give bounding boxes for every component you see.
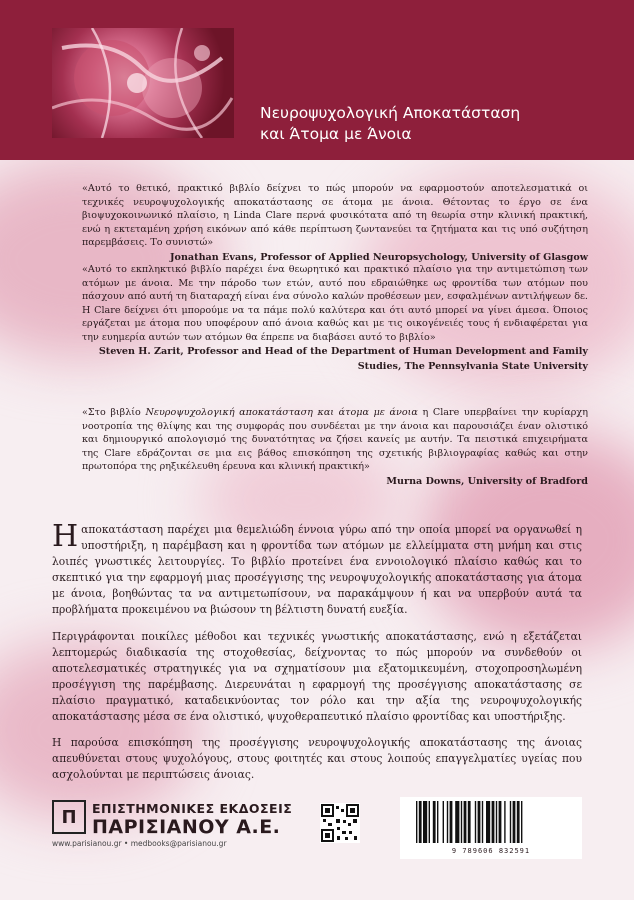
quote-text: «Αυτό το εκπληκτικό βιβλίο παρέχει ένα θεωρητικό και πρακτικό πλαίσιο για την αντιμετώπιση των ατόμων με άνοια. Με την πάροδο των ετών, αυτό που εδραιώθηκε ως φροντίδα των ατόμων που πάσχουν από αυτή τη διαταραχή είναι ένα σύνολο καλών προθέσεων μεν, εσφαλμένων αντιλήψεων δε. Η Clare δείχνει ότι μπορούμε να τα πάμε πολύ καλύτερα και ότι αυτό μπορεί να γίνει άμεσα. Όποιος εργάζεται με άτομα που υποφέρουν από άνοια καθώς και με τις οικογένειές τους ή ενδιαφέρεται για την ευημερία αυτών των ατόμων θα έπρεπε να διαβάσει αυτό το βιβλίο» — [82, 264, 588, 343]
barcode-bar — [464, 801, 467, 843]
neuron-image — [52, 28, 234, 138]
barcode-bar — [517, 801, 520, 843]
barcode-bar — [486, 801, 490, 843]
endorsement-quote — [82, 182, 588, 264]
quote-text: «Αυτό το θετικό, πρακτικό βιβλίο δείχνει το πώς μπορούν να εφαρμοστούν αποτελεσματικά οι τεχνικές νευροψυχολογικής αποκατάστασης σε άτομα με άνοια. Θέτοντας το έργο σε ένα βιοψυχοκοινωνικό πλαίσιο, η Linda Clare περνά φυσικότατα από τη θεωρία στην κλινική πρακτική, ενώ η εκτεταμένη χρήση εικόνων από κάθε περίπτωση ζωντανεύει τα ζητήματα και τις υπό συζήτηση παρεμβάσεις. Το συνιστώ» — [82, 183, 588, 248]
blurb-paragraph: Περιγράφονται ποικίλες μέθοδοι και τεχνικές γνωστικής αποκατάστασης, ενώ η εξετάζεται λεπτομερώς διαδικασία της στοχοθεσίας, δείχνοντας το πώς μπορούν να συνδεθούν οι αποτελεσματικές στρατηγικές για να σχηματίσουν μια εξατομικευμένη, στοχοπροσηλωμένη προσέγγιση της παρέμβασης. Διερευνάται η εφαρμογή της προσέγγισης αποκατάστασης σε πλαίσιο πραγματικό, καταδεικνύοντας τον ρόλο και την αξία της νευροψυχολογικής αποκατάστασης μέσα σε ένα ολιστικό, ψυχοθεραπευτικό πλαίσιο φροντίδας και υποστήριξης. — [52, 629, 582, 724]
barcode-bars-icon — [400, 797, 582, 847]
quoted-book-title: Νευροψυχολογική αποκατάσταση και άτομα με άνοια — [145, 407, 418, 418]
barcode-bar — [492, 801, 495, 843]
cover-photo — [52, 28, 234, 138]
barcode-bar — [496, 801, 497, 843]
barcode-bar — [482, 801, 483, 843]
barcode-bar — [443, 801, 444, 843]
barcode-bar — [447, 801, 448, 843]
quote-author: Jonathan Evans, Professor of Applied Neuropsychology, University of Glasgow — [170, 251, 588, 263]
barcode-bar — [423, 801, 427, 843]
barcode-bar — [504, 801, 505, 843]
barcode-bar — [419, 801, 422, 843]
barcode — [400, 797, 582, 859]
barcode-bar — [450, 801, 453, 843]
barcode-bar — [513, 801, 516, 843]
barcode-bar — [468, 801, 471, 843]
book-title — [260, 103, 520, 145]
publisher-name-line2: ΠΑΡΙΣΙΑΝΟΥ Α.Ε. — [92, 816, 281, 838]
barcode-bar — [478, 801, 481, 843]
blurb-paragraph: Η παρούσα επισκόπηση της προσέγγισης νευροψυχολογικής αποκατάστασης της άνοιας απευθύνεται στους ψυχολόγους, στους φοιτητές και στους λοιπούς επαγγελματίες υγείας που ασχολούνται με περιπτώσεις άνοιας. — [52, 736, 582, 782]
barcode-bar — [499, 801, 502, 843]
barcode-bar — [510, 801, 511, 843]
barcode-bar — [455, 801, 459, 843]
barcode-bar — [433, 801, 436, 843]
header-band — [0, 0, 634, 160]
barcode-bar — [461, 801, 462, 843]
title-line: και Άτομα με Άνοια — [260, 125, 412, 143]
publisher-contact: www.parisianou.gr • medbooks@parisianou.gr — [52, 839, 227, 848]
publisher-block — [52, 800, 312, 852]
barcode-bar — [416, 801, 417, 843]
barcode-bar — [521, 801, 522, 843]
quote-text — [82, 406, 588, 474]
isbn-number: 9 789606 832591 — [451, 847, 531, 855]
publisher-name-line1: ΕΠΙΣΤΗΜΟΝΙΚΕΣ ΕΚΔΟΣΕΙΣ — [92, 801, 293, 816]
barcode-bar — [429, 801, 430, 843]
endorsement-quote — [82, 263, 588, 373]
quote-author: Murna Downs, University of Bradford — [386, 475, 588, 487]
blurb-paragraph: Ηαποκατάσταση παρέχει μια θεμελιώδη έννοια γύρω από την οποία μπορεί να οργανωθεί η υποστήριξη, η παρέμβαση και η φροντίδα των ατόμων με ελλείμματα στη μνήμη και στις λοιπές γνωστικές λειτουργίες. Το βιβλίο προτείνει ένα εννοιολογικό πλαίσιο καθώς και το σκεπτικό για την εφαρμογή μιας προσέγγισης της νευροψυχολογικής αποκατάστασης για άτομα με άνοια, βοηθώντας τα να αντιμετωπίσουν, να παρακάμψουν ή και να υπερβούν αυτά τα προβλήματα προκειμένου να βιώσουν τη βέλτιστη δυνατή ευεξία. — [52, 519, 582, 617]
barcode-bar — [437, 801, 438, 843]
publisher-logo-icon: Π — [52, 800, 86, 834]
qr-code-icon — [320, 803, 360, 843]
quote-author: Studies, The Pennsylvania State University — [357, 360, 588, 372]
barcode-bar — [475, 801, 476, 843]
quote-text-part: η Clare υπερβαίνει την κυρίαρχη νοοτροπία της θλίψης και της συμφοράς που συνδέεται με την άνοια και παρουσιάζει έναν ολιστικό και δημιουργικό απολογισμό της δυνατότητας να ζήσει κανείς με αυτήν. Τα πειστικά επιχειρήματα της Clare εδράζονται σε μια εις βάθος επισκόπηση της σχετικής βιβλιογραφίας καθώς και στην πρωτοπόρα της ρηξικέλευθη έρευνα και κλινική πρακτική» — [82, 407, 588, 472]
quote-author: Steven H. Zarit, Professor and Head of the Department of Human Development and Family — [98, 346, 588, 357]
title-line: Νευροψυχολογική Αποκατάσταση — [260, 104, 521, 122]
quote-text-part: «Στο βιβλίο — [82, 407, 146, 418]
blurb — [52, 519, 582, 793]
endorsement-quote — [82, 406, 588, 488]
